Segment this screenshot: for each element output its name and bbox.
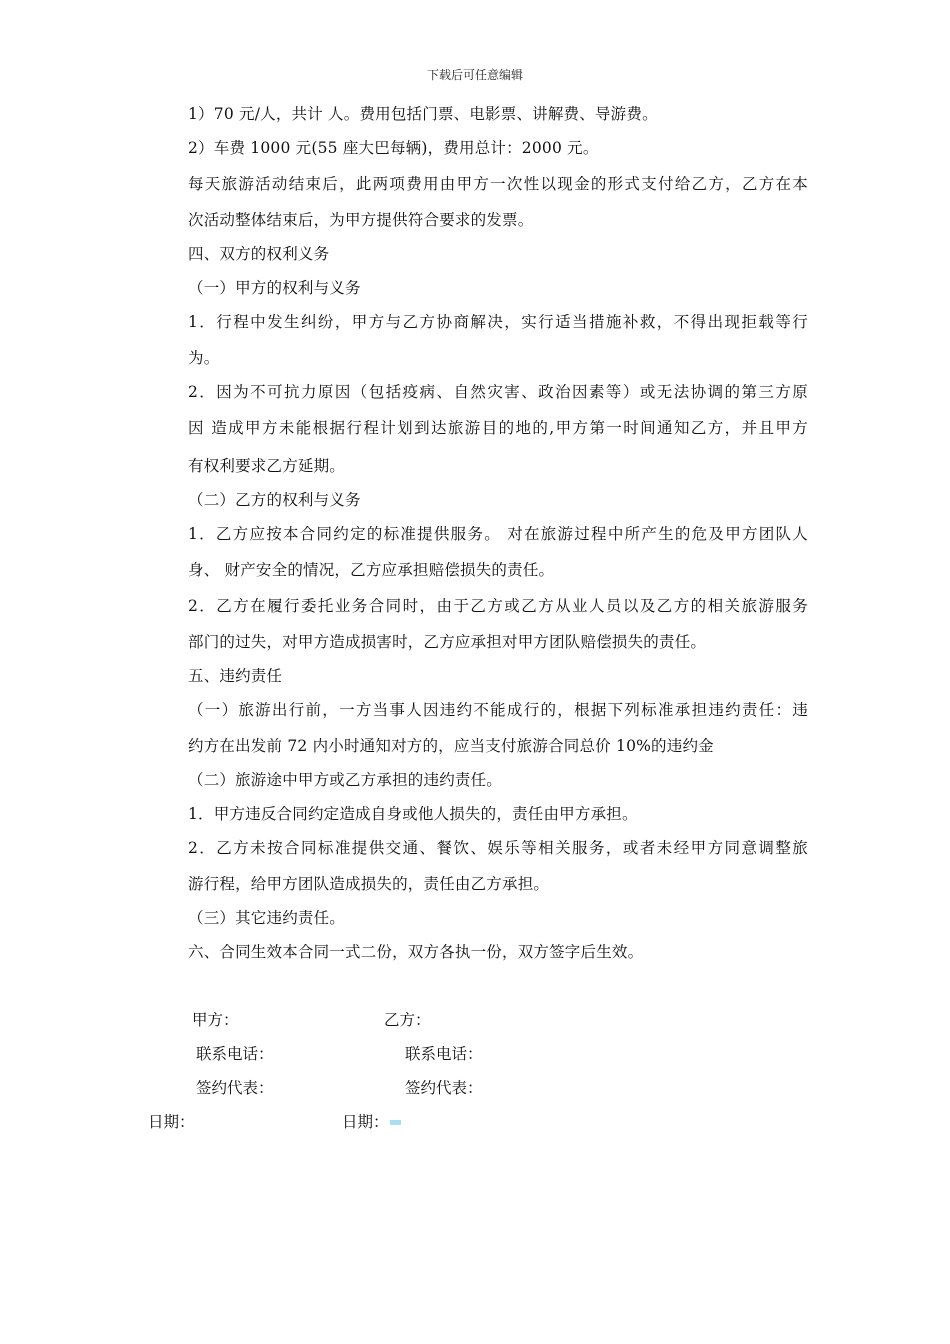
breach-b-clause-2-line-2: 游行程，给甲方团队造成损失的，责任由乙方承担。 bbox=[188, 875, 550, 893]
a-clause-2-line-2: 因 造成甲方未能根据行程计划到达旅游目的地的,甲方第一时间通知乙方，并且甲方 bbox=[188, 419, 808, 437]
party-b-label: 乙方： bbox=[384, 1011, 431, 1029]
subsection-a-heading: （一）甲方的权利与义务 bbox=[188, 279, 361, 297]
header-note: 下载后可任意编辑 bbox=[426, 68, 523, 82]
breach-b-heading: （二）旅游途中甲方或乙方承担的违约责任。 bbox=[188, 771, 503, 789]
party-a-label: 甲方： bbox=[192, 1011, 239, 1029]
party-b-date-label: 日期： bbox=[342, 1113, 389, 1131]
party-a-phone-label: 联系电话： bbox=[196, 1045, 274, 1063]
breach-c-heading: （三）其它违约责任。 bbox=[188, 909, 346, 927]
b-clause-1-line-1: 1．乙方应按本合同约定的标准提供服务。 对在旅游过程中所产生的危及甲方团队人 bbox=[188, 525, 808, 543]
party-a-date-label: 日期： bbox=[148, 1113, 195, 1131]
breach-a-line-1: （一）旅游出行前，一方当事人因违约不能成行的，根据下列标准承担违约责任：违 bbox=[188, 701, 808, 719]
b-clause-2-line-1: 2．乙方在履行委托业务合同时，由于乙方或乙方从业人员以及乙方的相关旅游服务 bbox=[188, 597, 808, 615]
party-b-representative-label: 签约代表： bbox=[405, 1079, 483, 1097]
section-four-heading: 四、双方的权利义务 bbox=[188, 245, 330, 263]
fee-line-2: 2）车费 1000 元(55 座大巴每辆)，费用总计：2000 元。 bbox=[188, 139, 599, 157]
text-highlight-marker bbox=[390, 1120, 401, 1125]
payment-para-line-2: 次活动整体结束后，为甲方提供符合要求的发票。 bbox=[188, 211, 534, 229]
breach-b-clause-1: 1．甲方违反合同约定造成自身或他人损失的，责任由甲方承担。 bbox=[188, 805, 638, 823]
a-clause-2-line-3: 有权利要求乙方延期。 bbox=[188, 457, 346, 475]
payment-para-line-1: 每天旅游活动结束后，此两项费用由甲方一次性以现金的形式支付给乙方，乙方在本 bbox=[188, 175, 808, 193]
b-clause-2-line-2: 部门的过失，对甲方造成损害时，乙方应承担对甲方团队赔偿损失的责任。 bbox=[188, 633, 707, 651]
fee-line-1: 1）70 元/人，共计 人。费用包括门票、电影票、讲解费、导游费。 bbox=[188, 105, 658, 123]
a-clause-1-line-2: 为。 bbox=[188, 349, 220, 367]
party-b-phone-label: 联系电话： bbox=[405, 1045, 483, 1063]
breach-b-clause-2-line-1: 2．乙方未按合同标准提供交通、餐饮、娱乐等相关服务，或者未经甲方同意调整旅 bbox=[188, 839, 808, 857]
b-clause-1-line-2: 身、 财产安全的情况，乙方应承担赔偿损失的责任。 bbox=[188, 561, 555, 579]
subsection-b-heading: （二）乙方的权利与义务 bbox=[188, 491, 361, 509]
breach-a-line-2: 约方在出发前 72 内小时通知对方的，应当支付旅游合同总价 10%的违约金 bbox=[188, 737, 714, 755]
a-clause-1-line-1: 1．行程中发生纠纷，甲方与乙方协商解决，实行适当措施补救，不得出现拒载等行 bbox=[188, 313, 808, 331]
section-five-heading: 五、违约责任 bbox=[188, 667, 283, 685]
a-clause-2-line-1: 2．因为不可抗力原因（包括疫病、自然灾害、政治因素等）或无法协调的第三方原 bbox=[188, 383, 808, 401]
party-a-representative-label: 签约代表： bbox=[196, 1079, 274, 1097]
section-six-effect: 六、合同生效本合同一式二份，双方各执一份，双方签字后生效。 bbox=[188, 943, 644, 961]
